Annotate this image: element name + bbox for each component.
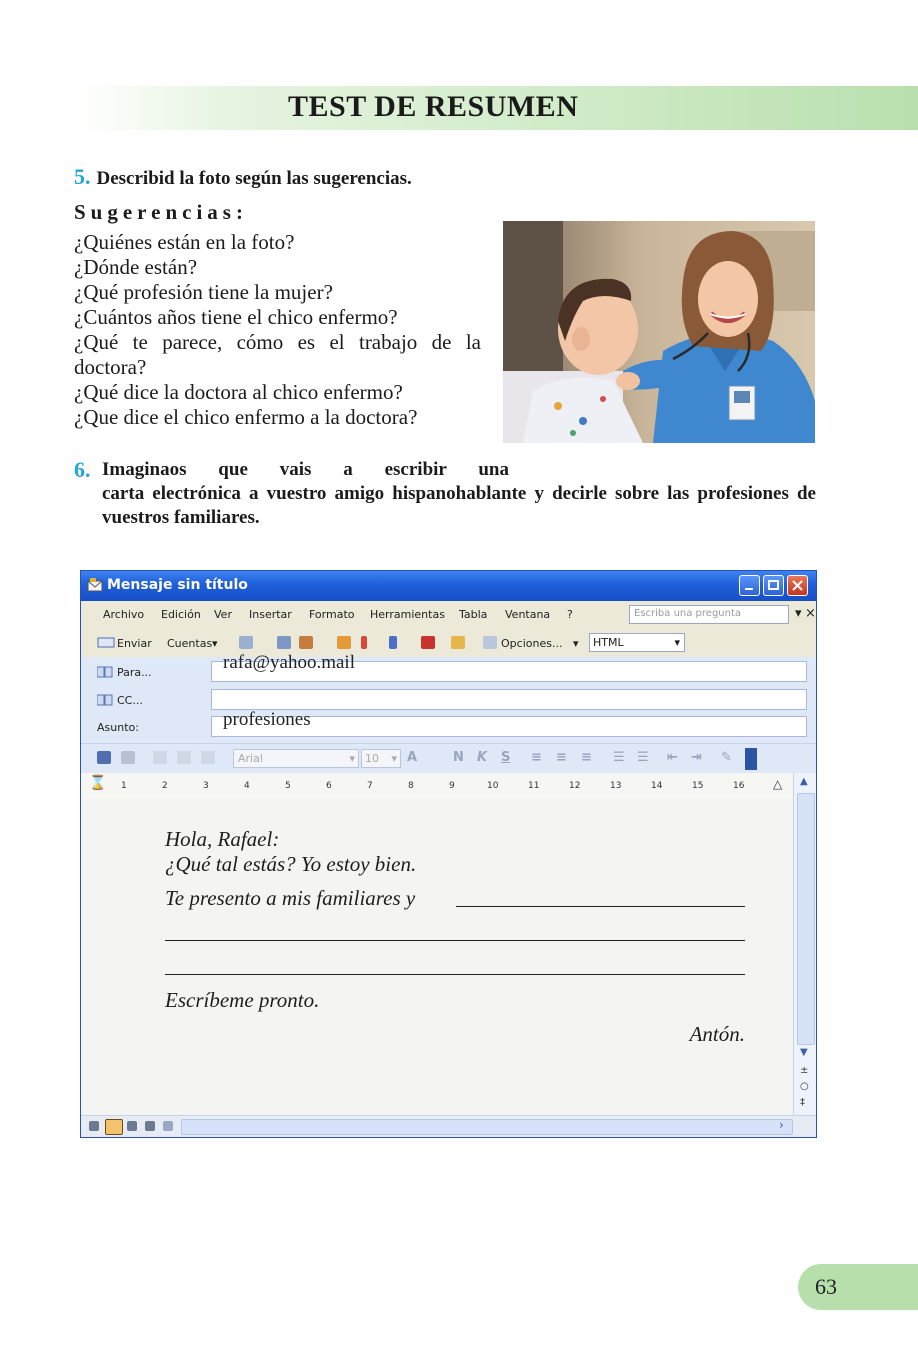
close-doc-icon[interactable]: × xyxy=(805,606,816,621)
options-icon xyxy=(483,636,497,649)
importance-low-icon[interactable] xyxy=(389,636,397,649)
vertical-scrollbar[interactable] xyxy=(793,773,817,1115)
scroll-thumb[interactable] xyxy=(797,793,815,1045)
highlight-icon[interactable]: ✎ xyxy=(721,750,732,765)
menu-formato[interactable]: Formato xyxy=(309,608,355,621)
paste-icon[interactable] xyxy=(201,751,215,764)
fill-in-line xyxy=(456,906,745,907)
ruler-mark: 2 xyxy=(162,781,168,791)
cc-button[interactable]: CC... xyxy=(117,694,143,707)
fill-in-line xyxy=(165,974,745,975)
reading-view-icon[interactable] xyxy=(163,1121,173,1131)
ruler-mark: 11 xyxy=(528,781,540,791)
send-icon xyxy=(97,636,115,649)
address-book-icon xyxy=(97,666,113,678)
menu-insertar[interactable]: Insertar xyxy=(249,608,292,621)
font-select[interactable] xyxy=(233,749,359,768)
ruler-mark: 15 xyxy=(692,781,704,791)
italic-icon[interactable]: K xyxy=(477,750,488,765)
suggestions-heading: Sugerencias: xyxy=(74,200,248,224)
print-icon[interactable] xyxy=(121,751,135,764)
view-bar xyxy=(81,1115,816,1138)
cc-field[interactable] xyxy=(211,689,807,710)
ruler-mark: 14 xyxy=(651,781,663,791)
menu-ver[interactable]: Ver xyxy=(214,608,232,621)
send-button[interactable]: Enviar xyxy=(117,637,152,650)
to-button[interactable]: Para... xyxy=(117,666,152,679)
message-header-fields xyxy=(81,652,816,743)
fill-in-line xyxy=(165,940,745,941)
email-window xyxy=(80,570,817,1138)
accounts-dropdown-icon[interactable]: ▾ xyxy=(212,637,218,650)
question-item: ¿Qué te parece, cómo es el trabajo de la doctora? xyxy=(74,330,481,379)
importance-high-icon[interactable] xyxy=(361,636,367,649)
underline-icon[interactable]: S xyxy=(501,750,511,765)
bold-icon[interactable]: N xyxy=(453,750,464,765)
question-item: ¿Que dice el chico enfermo a la doctora? xyxy=(74,405,418,429)
increase-indent-icon[interactable]: ⇥ xyxy=(691,750,702,765)
decrease-indent-icon[interactable]: ⇤ xyxy=(667,750,678,765)
task-5-text: Describid la foto según las sugerencias. xyxy=(96,168,412,189)
question-item: ¿Dónde están? xyxy=(74,255,198,279)
question-item: ¿Qué profesión tiene la mujer? xyxy=(74,280,333,304)
task-6-rest: carta electrónica a vuestro amigo hispanohablante y decirle sobre las profesiones de vuestros familiares. xyxy=(102,483,816,528)
task-5-number: 5. xyxy=(74,164,91,189)
font-value: Arial xyxy=(238,752,263,765)
menu-archivo[interactable]: Archivo xyxy=(103,608,145,621)
menu-herramientas[interactable]: Herramientas xyxy=(370,608,445,621)
subject-value: profesiones xyxy=(223,709,311,730)
font-dropdown-icon: ▾ xyxy=(349,752,355,765)
flag-icon[interactable] xyxy=(421,636,435,649)
outline-view-icon[interactable] xyxy=(145,1121,155,1131)
message-icon xyxy=(87,578,103,592)
options-button[interactable]: Opciones... xyxy=(501,637,563,650)
ruler-mark: 13 xyxy=(610,781,622,791)
format-dropdown-icon: ▾ xyxy=(674,636,680,649)
task-5-instruction xyxy=(74,164,412,190)
standard-toolbar xyxy=(81,629,816,658)
message-body[interactable] xyxy=(81,799,793,1115)
numbering-icon[interactable]: ☰ xyxy=(613,750,625,765)
font-size-select[interactable] xyxy=(361,749,401,768)
menu-tabla[interactable]: Tabla xyxy=(459,608,488,621)
help-dropdown-icon[interactable]: ▾ xyxy=(795,606,802,621)
close-button[interactable] xyxy=(787,575,808,596)
maximize-button[interactable] xyxy=(763,575,784,596)
toolbar-options-icon[interactable] xyxy=(745,748,757,770)
ruler-mark: 16 xyxy=(733,781,745,791)
page-number: 63 xyxy=(815,1274,837,1299)
help-search-input[interactable]: Escriba una pregunta xyxy=(629,605,789,624)
ruler-mark: 3 xyxy=(203,781,209,791)
task-6-number: 6. xyxy=(74,457,91,482)
menu-help[interactable]: ? xyxy=(567,608,573,621)
question-item: ¿Qué dice la doctora al chico enfermo? xyxy=(74,380,403,404)
ruler-mark: 9 xyxy=(449,781,455,791)
letter-signature: Antón. xyxy=(689,1022,745,1046)
ruler-mark: 1 xyxy=(121,781,127,791)
message-format-value: HTML xyxy=(593,636,624,649)
align-center-icon[interactable]: ≡ xyxy=(556,750,567,765)
envelope-icon[interactable] xyxy=(337,636,351,649)
check-names-icon[interactable] xyxy=(299,636,313,649)
letter-line-3: Te presento a mis familiares y xyxy=(165,886,416,910)
next-page-icon[interactable]: ‡ xyxy=(800,1097,805,1108)
ruler-mark: 6 xyxy=(326,781,332,791)
cut-icon[interactable] xyxy=(153,751,167,764)
letter-closing: Escríbeme pronto. xyxy=(165,988,320,1012)
attach-icon[interactable] xyxy=(239,636,253,649)
close-icon xyxy=(788,576,807,595)
options-dropdown-icon[interactable]: ▾ xyxy=(573,637,579,650)
doctor-child-photo xyxy=(503,221,815,443)
menu-ventana[interactable]: Ventana xyxy=(505,608,551,621)
menu-bar xyxy=(81,601,816,630)
tab-stop-icon[interactable]: ⌛ xyxy=(89,775,107,791)
scroll-up-icon[interactable]: ▲ xyxy=(800,776,808,787)
task-6-line1: Imaginaos que vais a escribir una xyxy=(102,459,509,480)
bullets-icon[interactable]: ☰ xyxy=(637,750,649,765)
scroll-down-icon[interactable]: ▼ xyxy=(800,1047,808,1058)
ruler[interactable] xyxy=(81,773,793,800)
align-right-icon[interactable]: ≡ xyxy=(581,750,592,765)
letter-greeting: Hola, Rafael: xyxy=(165,827,280,851)
page-title: TEST DE RESUMEN xyxy=(288,90,579,123)
formatting-toolbar xyxy=(81,743,816,774)
print-view-icon[interactable] xyxy=(127,1121,137,1131)
question-item: ¿Quiénes están en la foto? xyxy=(74,230,295,254)
copy-icon[interactable] xyxy=(177,751,191,764)
suggestions-list xyxy=(74,230,481,430)
address-book-icon[interactable] xyxy=(277,636,291,649)
horizontal-scrollbar[interactable] xyxy=(181,1119,793,1135)
ruler-mark: 5 xyxy=(285,781,291,791)
scroll-right-icon[interactable]: › xyxy=(779,1118,784,1132)
ruler-mark: 4 xyxy=(244,781,250,791)
message-format-select[interactable] xyxy=(589,633,685,652)
accounts-button[interactable]: Cuentas xyxy=(167,637,213,650)
right-indent-icon[interactable]: △ xyxy=(773,777,783,791)
size-dropdown-icon: ▾ xyxy=(391,752,397,765)
maximize-icon xyxy=(764,576,783,595)
window-titlebar[interactable] xyxy=(81,571,816,601)
window-title: Mensaje sin título xyxy=(107,577,248,593)
question-item: ¿Cuántos años tiene el chico enfermo? xyxy=(74,305,398,329)
font-size-value: 10 xyxy=(365,752,379,765)
ruler-mark: 8 xyxy=(408,781,414,791)
to-value: rafa@yahoo.mail xyxy=(223,652,355,673)
font-color-icon[interactable]: A xyxy=(407,750,418,765)
ruler-mark: 10 xyxy=(487,781,499,791)
prev-page-icon[interactable]: ± xyxy=(800,1065,809,1076)
minimize-icon xyxy=(740,576,759,595)
ruler-mark: 7 xyxy=(367,781,373,791)
page-number-tab xyxy=(798,1264,918,1310)
subject-label: Asunto: xyxy=(97,721,139,734)
permission-icon[interactable] xyxy=(451,636,465,649)
address-book-icon xyxy=(97,694,113,706)
ruler-mark: 12 xyxy=(569,781,581,791)
save-icon[interactable] xyxy=(97,751,111,764)
web-view-icon[interactable] xyxy=(105,1119,123,1135)
letter-line-2: ¿Qué tal estás? Yo estoy bien. xyxy=(165,852,417,876)
normal-view-icon[interactable] xyxy=(89,1121,99,1131)
minimize-button[interactable] xyxy=(739,575,760,596)
browse-object-icon[interactable]: ○ xyxy=(800,1081,809,1092)
menu-edicion[interactable]: Edición xyxy=(161,608,201,621)
align-left-icon[interactable]: ≡ xyxy=(531,750,542,765)
